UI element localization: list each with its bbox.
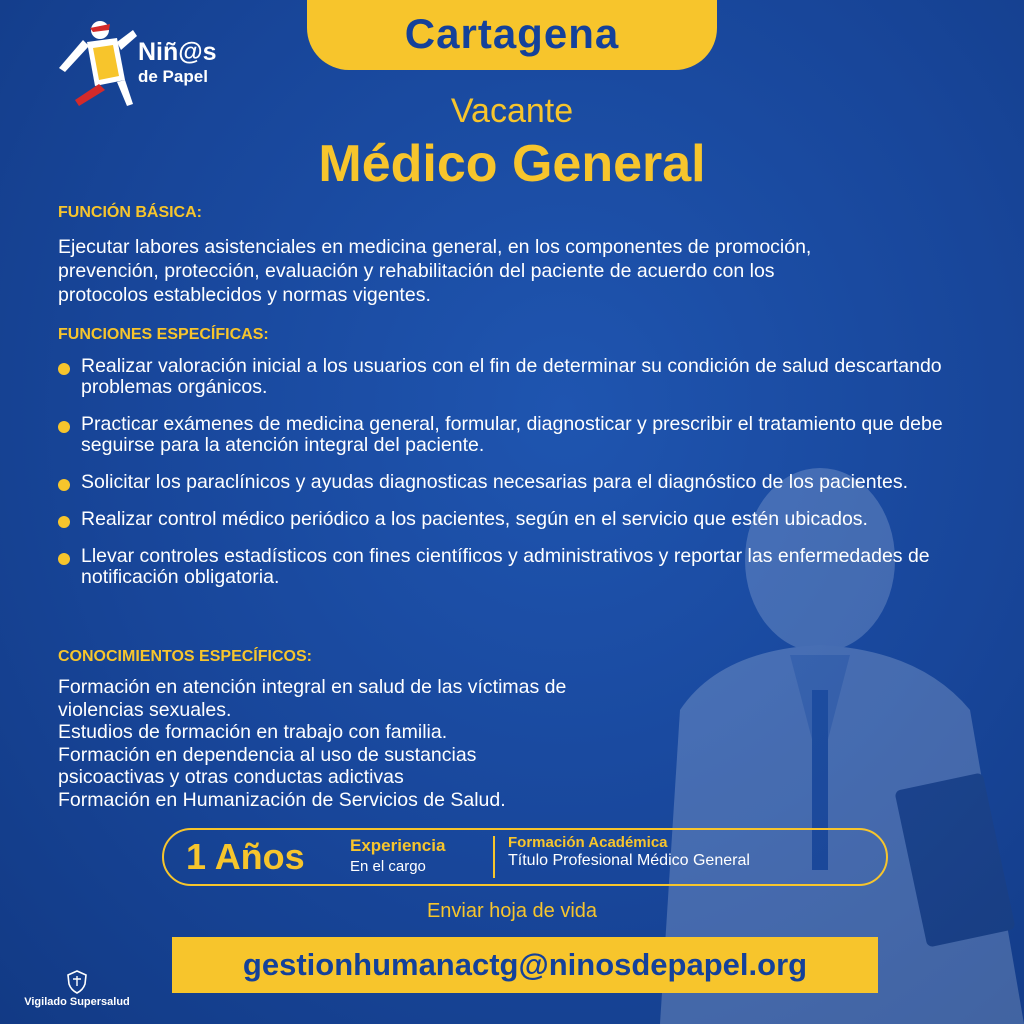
email-banner[interactable] (172, 937, 878, 993)
city-banner (307, 0, 717, 70)
basic-function-text (58, 235, 811, 307)
list-item (58, 509, 1008, 530)
knowledge-line: Estudios de formación en trabajo con familia. (58, 721, 448, 743)
knowledge-line: Formación en dependencia al uso de sustancias (58, 743, 477, 766)
knowledge-line: Formación en Humanización de Servicios de Salud. (58, 788, 506, 811)
basic-function-line: Ejecutar labores asistenciales en medicina general, en los componentes de promoción, (58, 236, 812, 258)
list-item (58, 546, 1008, 588)
email-link[interactable]: gestionhumanactg@ninosdepapel.org (242, 947, 808, 982)
list-item-text: Realizar control médico periódico a los pacientes, según en el servicio que estén ubicados. (81, 508, 868, 530)
logo-line-1: Niñ@s (138, 38, 217, 66)
bullet-icon (58, 553, 70, 565)
education-label: Formación Académica (508, 834, 668, 851)
vacancy-label: Vacante (450, 92, 574, 130)
requirements-box (162, 828, 888, 886)
knowledge-line: psicoactivas y otras conductas adictivas (58, 766, 404, 788)
bullet-icon (58, 421, 70, 433)
specific-functions-list (58, 356, 1008, 604)
supersalud-badge (12, 970, 142, 1008)
knowledge-line: Formación en atención integral en salud de las víctimas de (58, 676, 567, 698)
basic-function-line: prevención, protección, evaluación y rehabilitación del paciente de acuerdo con los (58, 260, 775, 282)
divider (493, 836, 495, 878)
experience-label: Experiencia (350, 836, 446, 855)
basic-function-heading: FUNCIÓN BÁSICA: (58, 204, 202, 221)
list-item (58, 414, 1008, 456)
experience-years: 1 Años (186, 836, 305, 877)
bullet-icon (58, 516, 70, 528)
specific-functions-heading: FUNCIONES ESPECÍFICAS: (58, 326, 269, 343)
list-item-text: Solicitar los paraclínicos y ayudas diagnosticas necesarias para el diagnóstico de los pacientes. (81, 471, 909, 493)
basic-function-line: protocolos establecidos y normas vigentes. (58, 284, 431, 306)
list-item (58, 356, 1008, 398)
list-item (58, 472, 1008, 493)
bullet-icon (58, 363, 70, 375)
list-item-text: Realizar valoración inicial a los usuarios con el fin de determinar su condición de salud descartando problemas orgánicos. (81, 355, 942, 398)
cta-text: Enviar hoja de vida (426, 900, 598, 922)
city-name: Cartagena (404, 10, 620, 57)
list-item-text: Llevar controles estadísticos con fines científicos y administrativos y reportar las enfermedades de notificación obligatoria. (81, 545, 930, 588)
knowledge-line: violencias sexuales. (58, 698, 232, 721)
knowledge-heading: CONOCIMIENTOS ESPECÍFICOS: (58, 648, 312, 665)
logo-line-2: de Papel (138, 67, 208, 86)
supervision-text: Vigilado Supersalud (24, 996, 130, 1008)
knowledge-text (58, 676, 566, 811)
bullet-icon (58, 479, 70, 491)
list-item-text: Practicar exámenes de medicina general, formular, diagnosticar y prescribir el tratamiento que debe seguirse para la atención integral del paciente. (81, 413, 943, 456)
experience-sub: En el cargo (350, 858, 426, 875)
job-title: Médico General (318, 135, 706, 193)
education-value: Título Profesional Médico General (508, 852, 750, 869)
logo-text (138, 40, 217, 85)
supersalud-shield-icon (66, 970, 88, 994)
